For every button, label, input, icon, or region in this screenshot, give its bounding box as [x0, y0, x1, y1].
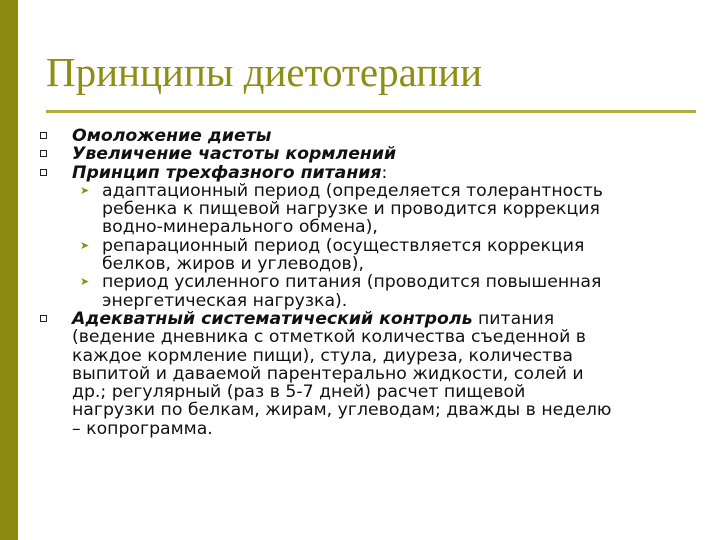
- item-text: Омоложение диеты: [72, 126, 272, 146]
- arrow-bullet-icon: ➤: [80, 238, 90, 252]
- slide-title: Принципы диетотерапии: [46, 49, 483, 95]
- list-item: [40, 145, 715, 163]
- item-detail-line: (ведение дневника с отметкой количества съеденной в: [72, 327, 586, 348]
- item-text: Принцип трехфазного питания: [72, 162, 382, 183]
- square-bullet-icon: [40, 169, 47, 176]
- sub-item-line: водно-минерального обмена),: [102, 217, 378, 238]
- item-text-suffix: :: [381, 162, 388, 183]
- list-item: [40, 127, 715, 145]
- item-detail-line: др.; регулярный (раз в 5-7 дней) расчет пищевой: [72, 382, 526, 403]
- sub-item-line: адаптационный период (определяется толерантность: [102, 180, 603, 201]
- list-item: [40, 164, 715, 182]
- content-list: [40, 127, 715, 438]
- sub-item-line: репарационный период (осуществляется коррекция: [102, 235, 585, 256]
- list-item: [40, 310, 715, 438]
- sub-item-line: ребенка к пищевой нагрузке и проводится коррекция: [102, 199, 600, 220]
- sub-list-item: [40, 237, 715, 274]
- item-detail-line: каждое кормление пищи), стула, диуреза, количества: [72, 345, 574, 366]
- arrow-bullet-icon: ➤: [80, 183, 90, 197]
- sub-item-line: белков, жиров и углеводов),: [102, 254, 364, 275]
- square-bullet-icon: [40, 150, 47, 157]
- title-underline: [46, 110, 696, 113]
- item-detail-line: выпитой и даваемой парентерально жидкости, солей и: [72, 363, 584, 384]
- item-detail-line: нагрузки по белкам, жирам, углеводам; дважды в неделю: [72, 400, 612, 421]
- sub-item-line: период усиленного питания (проводится повышенная: [102, 272, 602, 293]
- item-text-suffix: питания: [472, 308, 555, 329]
- sub-list-item: [40, 182, 715, 237]
- item-text: Увеличение частоты кормлений: [72, 144, 397, 165]
- square-bullet-icon: [40, 315, 47, 322]
- sub-item-line: энергетическая нагрузка).: [102, 290, 348, 311]
- item-text: Адекватный систематический контроль: [72, 308, 473, 329]
- arrow-bullet-icon: ➤: [80, 275, 90, 289]
- item-detail-line: – копрограмма.: [72, 418, 213, 439]
- sub-list-item: [40, 273, 715, 310]
- side-accent-bar: [0, 0, 18, 540]
- square-bullet-icon: [40, 132, 47, 139]
